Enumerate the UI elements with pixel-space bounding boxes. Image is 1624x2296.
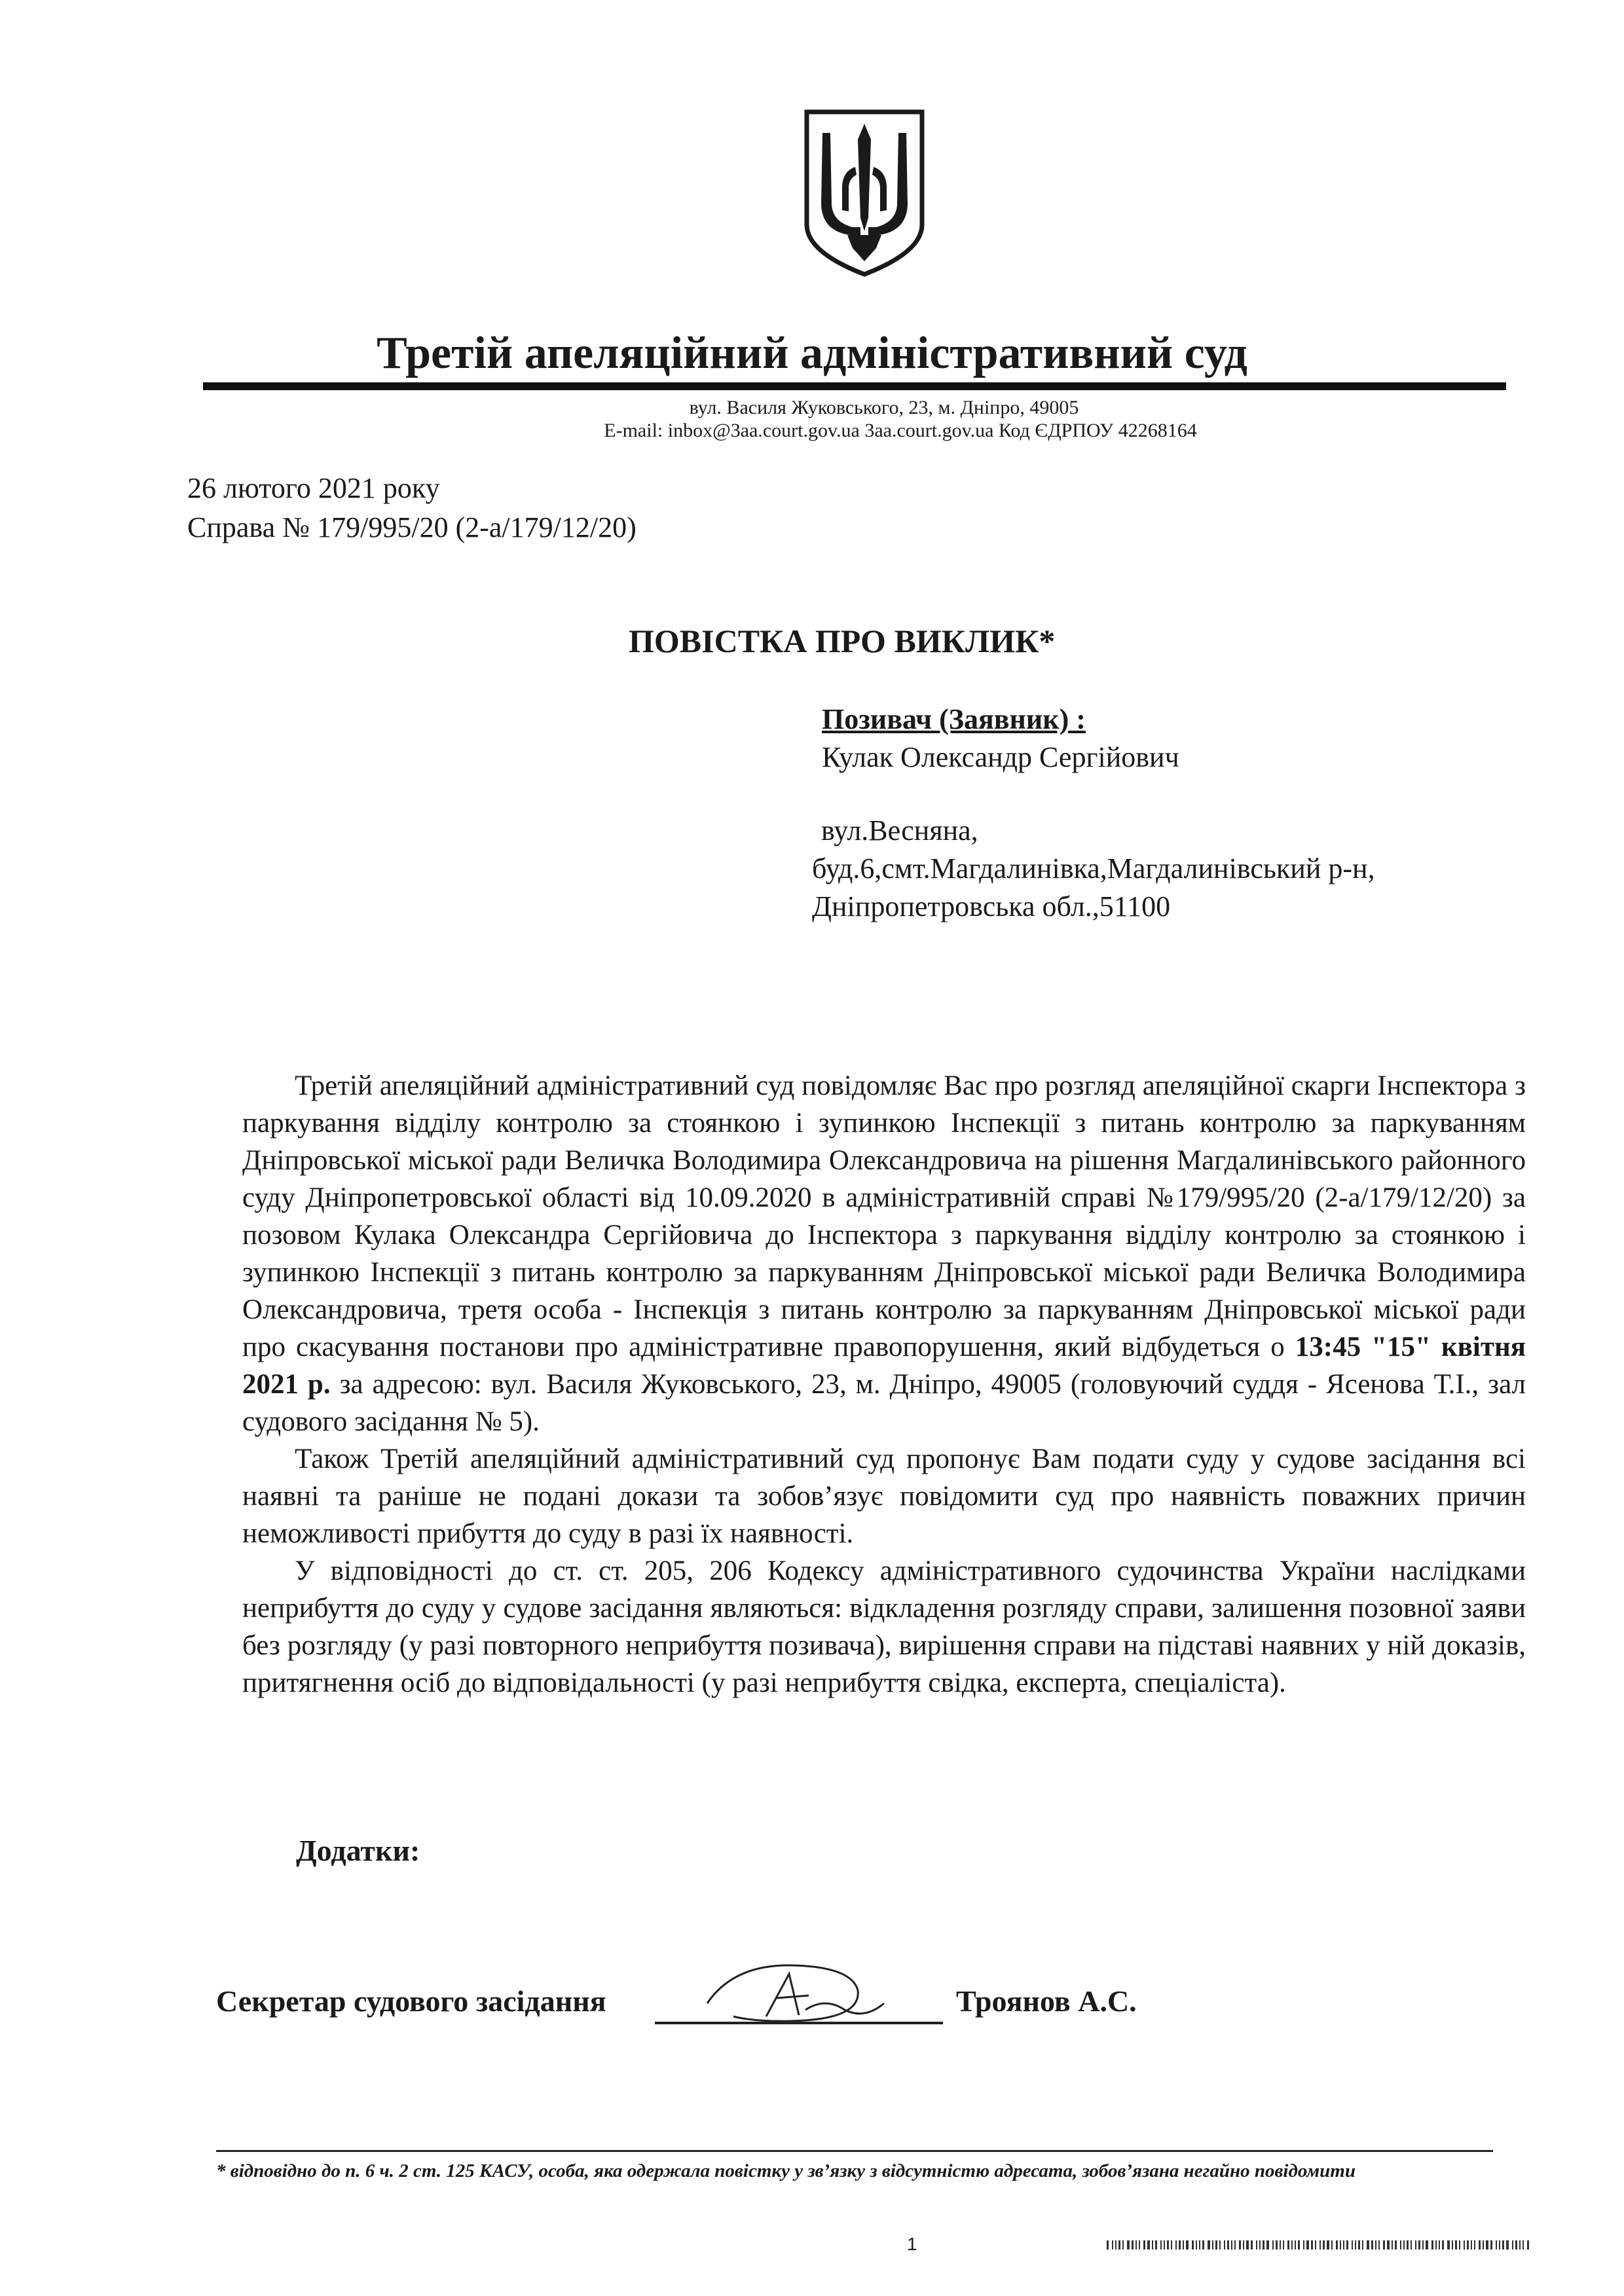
footnote: * відповідно до п. 6 ч. 2 ст. 125 КАСУ, особа, яка одержала повістку у зв’язку з відсутністю адресата, зобов’язана негайно повідомити (216, 2160, 1356, 2181)
handwritten-signature-icon (694, 1958, 891, 2030)
recipient-address-line: вул.Весняна, (821, 814, 978, 847)
barcode-icon (1107, 2240, 1532, 2250)
recipient-address (812, 812, 1375, 926)
recipient-block (822, 701, 1179, 776)
document-date: 26 лютого 2021 року (187, 472, 440, 504)
attachments-label: Додатки: (296, 1834, 420, 1867)
recipient-label: Позивач (Заявник) : (822, 703, 1086, 735)
body-text: за адресою: вул. Василя Жуковського, 23, м. Дніпро, 49005 (головуючий суддя - Ясенова Т.І., зал судового засідання № 5). (242, 1369, 1526, 1437)
court-address: вул. Василя Жуковського, 23, м. Дніпро, 49005 (689, 397, 1079, 418)
body-paragraph (242, 1067, 1526, 1440)
footnote-divider (216, 2150, 1493, 2152)
document-title: ПОВІСТКА ПРО ВИКЛИК* (629, 623, 1056, 659)
header-divider (203, 382, 1506, 390)
recipient-address-line: буд.6,смт.Магдалинівка,Магдалинівський р-н, (812, 852, 1375, 884)
case-number: Справа № 179/995/20 (2-а/179/12/20) (187, 511, 637, 543)
secretary-role: Секретар судового засідання (216, 1984, 606, 2018)
page-number: 1 (907, 2234, 917, 2254)
body-paragraph: У відповідності до ст. ст. 205, 206 Кодексу адміністративного судочинства України наслідками неприбуття до суду у судове засідання являються: відкладення розгляду справи, залишення позовної заяви без розгляду (у разі повторного неприбуття позивача), вирішення справи на підставі наявних у ній доказів, притягнення осіб до відповідальності (у разі неприбуття свідка, експерта, спеціаліста). (242, 1556, 1526, 1698)
body-paragraph: Також Третій апеляційний адміністративний суд пропонує Вам подати суду у судове засідання всі наявні та раніше не подані докази та зобов’язує повідомити суд про наявність поважних причин неможливості прибуття до суду в разі їх наявності. (242, 1444, 1526, 1549)
court-contacts: E-mail: inbox@3aa.court.gov.ua 3aa.court.gov.ua Код ЄДРПОУ 42268164 (604, 420, 1197, 441)
secretary-name: Троянов А.С. (956, 1984, 1137, 2018)
body-text: Третій апеляційний адміністративний суд повідомляє Вас про розгляд апеляційної скарги Інспектора з паркування відділу контролю за стоянкою і зупинкою Інспекції з питань контролю за паркуванням Дніпровської міської ради Величка Володимира Олександровича на рішення Магдалинівського районного суду Дніпропетровської області від 10.09.2020 в адміністративній справі №179/995/20 (2-а/179/12/20) за позовом Кулака Олександра Сергійовича до Інспектора з паркування відділу контролю за стоянкою і зупинкою Інспекції з питань контролю за паркуванням Дніпровської міської ради Величка Володимира Олександровича, третя особа - Інспекція з питань контролю за паркуванням Дніпровської міської ради про скасування постанови про адміністративне правопорушення, який відбудеться о (242, 1070, 1526, 1362)
recipient-name: Кулак Олександр Сергійович (822, 741, 1179, 773)
notice-body (242, 1067, 1526, 1702)
court-name: Третій апеляційний адміністративний суд (377, 328, 1247, 378)
hearing-datetime: 13:45 "15" квітня 2021 р. (242, 1332, 1526, 1400)
trident-coat-of-arms-icon (803, 107, 926, 278)
recipient-address-line: Дніпропетровська обл.,51100 (812, 890, 1171, 922)
